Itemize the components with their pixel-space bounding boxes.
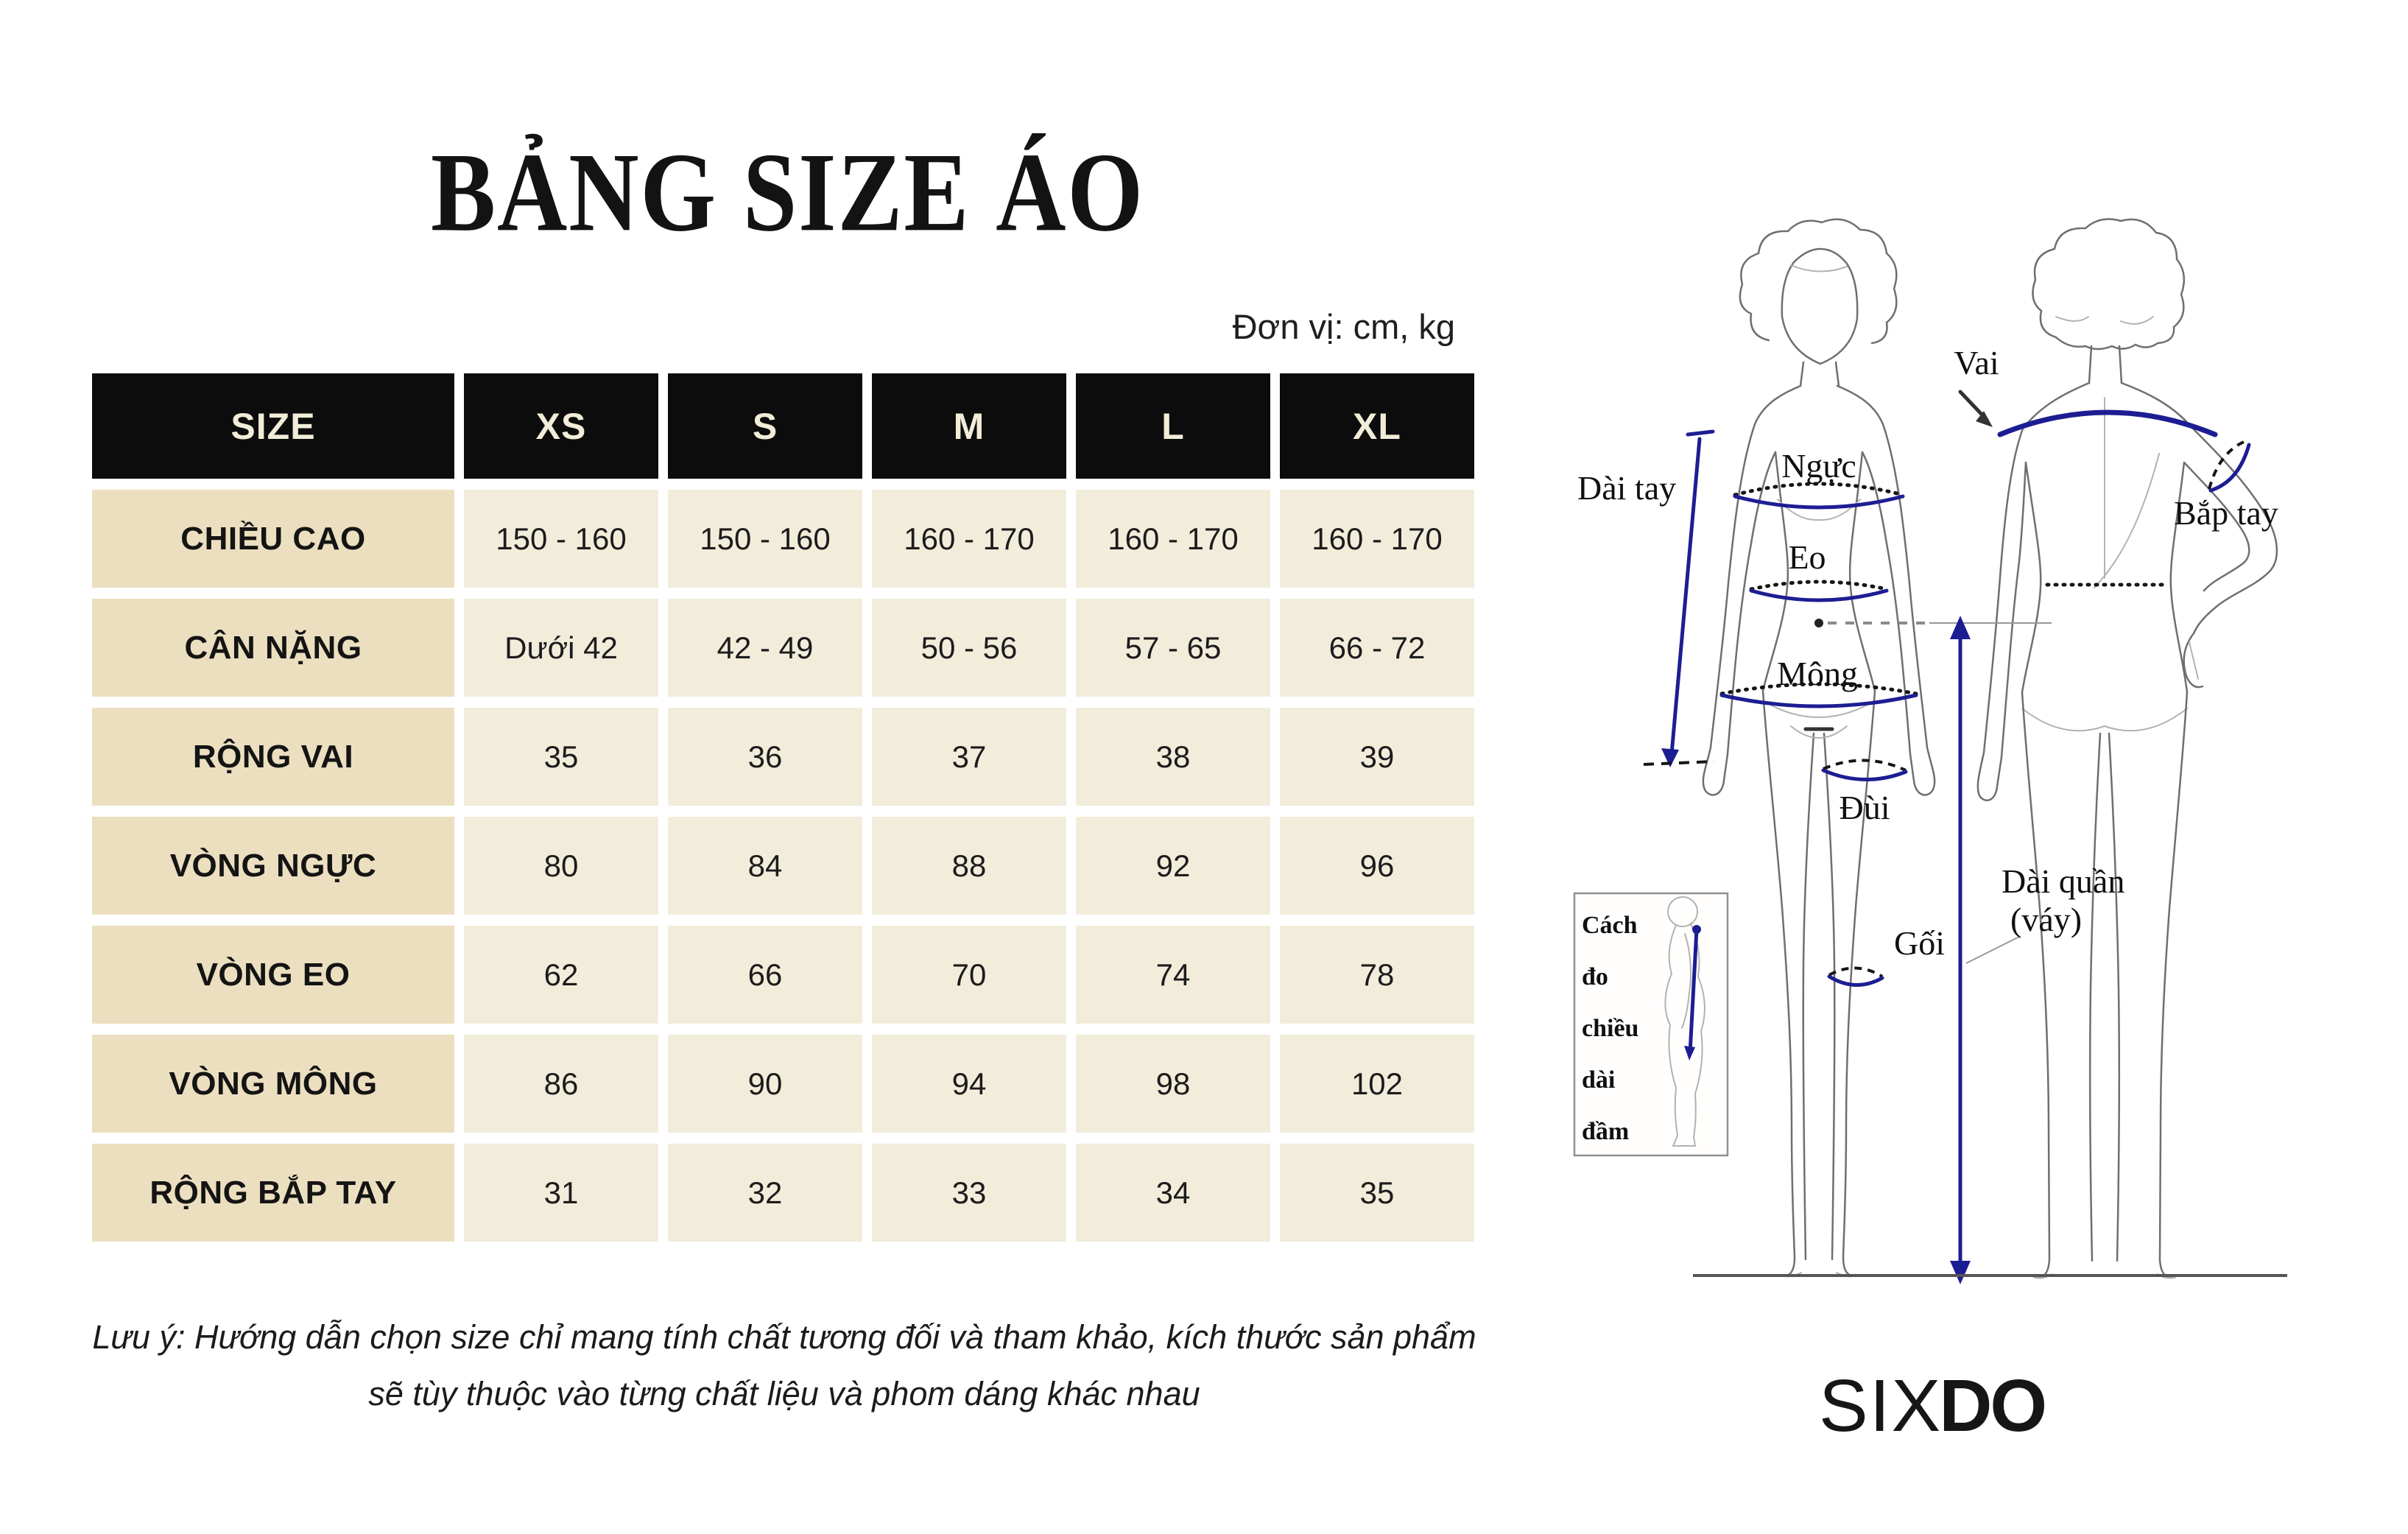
logo-thin-part: SIX: [1819, 1365, 1943, 1447]
length-arrowhead-up: [1950, 616, 1971, 639]
logo-bold-part: DO: [1939, 1365, 2046, 1447]
thigh-label: Đùi: [1839, 789, 1890, 826]
table-cell: 66: [668, 926, 862, 1024]
inset-text-line: đo: [1582, 963, 1608, 991]
table-header-cell: XS: [464, 373, 658, 479]
hip-measure-line: [1722, 695, 1916, 706]
table-cell: 66 - 72: [1280, 599, 1474, 697]
length-label-pointer: [1966, 937, 2019, 963]
table-cell: 39: [1280, 708, 1474, 806]
hip-reference-dot: [1814, 619, 1823, 627]
table-cell: 160 - 170: [872, 490, 1066, 588]
table-cell: 84: [668, 817, 862, 915]
table-cell: 102: [1280, 1035, 1474, 1133]
inset-text-line: đầm: [1582, 1118, 1630, 1145]
thigh-dashed-arc: [1823, 760, 1906, 770]
table-cell: 62: [464, 926, 658, 1024]
bust-dotted-arc: [1735, 484, 1903, 495]
table-header-cell: L: [1076, 373, 1270, 479]
table-row-label: VÒNG EO: [92, 926, 454, 1024]
table-cell: 74: [1076, 926, 1270, 1024]
disclaimer-note: [92, 1309, 1476, 1423]
waist-dotted-arc: [1751, 582, 1887, 589]
table-cell: 94: [872, 1035, 1066, 1133]
waist-label: Eo: [1788, 538, 1826, 576]
table-cell: 92: [1076, 817, 1270, 915]
table-cell: 96: [1280, 817, 1474, 915]
front-figure-outline: [1703, 219, 1935, 1277]
knee-label: Gối: [1894, 924, 1945, 962]
inset-text-line: chiều: [1582, 1015, 1639, 1042]
table-row-label: VÒNG MÔNG: [92, 1035, 454, 1133]
inset-box: [1574, 893, 1728, 1155]
shoulder-label: Vai: [1954, 344, 1999, 381]
waist-measure-line: [1751, 591, 1887, 600]
table-cell: 57 - 65: [1076, 599, 1270, 697]
wrist-dashed-line: [1644, 761, 1714, 764]
length-arrowhead-down: [1950, 1261, 1971, 1284]
table-cell: Dưới 42: [464, 599, 658, 697]
sixdo-logo: [1819, 1364, 2045, 1449]
table-cell: 37: [872, 708, 1066, 806]
length-label-line1: Dài quần: [2002, 862, 2125, 900]
table-row-label: CÂN NẶNG: [92, 599, 454, 697]
back-figure-outline: [1978, 219, 2277, 1278]
knee-dashed-arc: [1829, 968, 1882, 977]
arm-label: Bắp tay: [2174, 494, 2278, 532]
table-cell: 35: [1280, 1144, 1474, 1242]
table-cell: 88: [872, 817, 1066, 915]
table-header-cell: SIZE: [92, 373, 454, 479]
thigh-measure-line: [1823, 770, 1906, 780]
table-cell: 50 - 56: [872, 599, 1066, 697]
table-cell: 33: [872, 1144, 1066, 1242]
hip-label: Mông: [1777, 655, 1858, 692]
table-cell: 31: [464, 1144, 658, 1242]
table-row-label: VÒNG NGỰC: [92, 817, 454, 915]
table-header-cell: M: [872, 373, 1066, 479]
table-row-label: RỘNG VAI: [92, 708, 454, 806]
table-header-cell: S: [668, 373, 862, 479]
table-cell: 150 - 160: [668, 490, 862, 588]
table-cell: 32: [668, 1144, 862, 1242]
table-cell: 42 - 49: [668, 599, 862, 697]
table-cell: 38: [1076, 708, 1270, 806]
bust-label: Ngực: [1781, 447, 1856, 485]
unit-label: Đơn vị: cm, kg: [1232, 307, 1455, 346]
table-row-label: RỘNG BẮP TAY: [92, 1144, 454, 1242]
table-cell: 150 - 160: [464, 490, 658, 588]
table-cell: 80: [464, 817, 658, 915]
measurement-diagram: [1532, 206, 2393, 1311]
knee-measure-line: [1829, 977, 1882, 985]
table-cell: 160 - 170: [1076, 490, 1270, 588]
shoulder-measure-line: [2000, 412, 2215, 434]
inset-text-line: Cách: [1582, 912, 1638, 939]
table-cell: 160 - 170: [1280, 490, 1474, 588]
disclaimer-line-2: sẽ tùy thuộc vào từng chất liệu và phom dáng khác nhau: [368, 1375, 1200, 1413]
table-cell: 78: [1280, 926, 1474, 1024]
table-cell: 34: [1076, 1144, 1270, 1242]
table-cell: 36: [668, 708, 862, 806]
page-title: BẢNG SIZE ÁO: [431, 129, 1144, 255]
table-cell: 35: [464, 708, 658, 806]
table-cell: 70: [872, 926, 1066, 1024]
table-row-label: CHIỀU CAO: [92, 490, 454, 588]
table-cell: 90: [668, 1035, 862, 1133]
length-label-line2: (váy): [2010, 901, 2083, 938]
disclaimer-line-1: Lưu ý: Hướng dẫn chọn size chỉ mang tính chất tương đối và tham khảo, kích thước sản phẩm: [92, 1318, 1476, 1356]
table-cell: 86: [464, 1035, 658, 1133]
size-table: [92, 373, 1474, 1242]
sleeve-label: Dài tay: [1577, 469, 1677, 507]
table-header-cell: XL: [1280, 373, 1474, 479]
sleeve-top-tick: [1688, 432, 1713, 434]
inset-text-line: dài: [1582, 1066, 1616, 1094]
table-cell: 98: [1076, 1035, 1270, 1133]
